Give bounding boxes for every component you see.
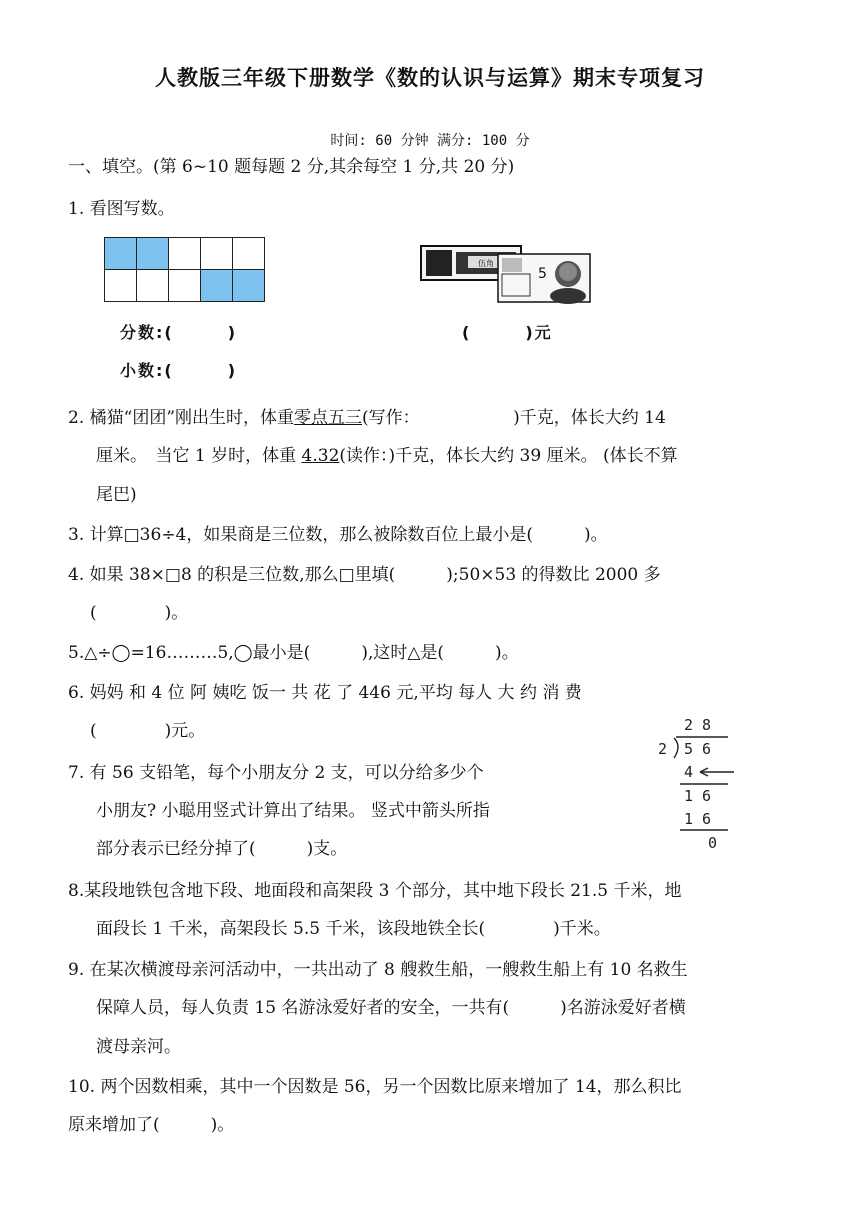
question-9-line1: 9. 在某次横渡母亲河活动中，一共出动了 8 艘救生船，一艘救生船上有 10 名救生 [68,960,688,980]
division-dividend: 5 6 [684,740,712,758]
decimal-answer: 小数:( ) [120,361,238,380]
fraction-answer: 分数:( ) [120,323,238,342]
question-10-line2: 原来增加了( )。 [68,1115,235,1135]
banknote-picture [420,244,592,311]
grid-cell [105,270,137,302]
question-5: 5.△÷◯=16………5,◯最小是( ),这时△是( )。 [68,643,519,663]
page-title: 人教版三年级下册数学《数的认识与运算》期末专项复习 [155,66,705,90]
question-6-line1: 6. 妈妈 和 4 位 阿 姨吃 饭一 共 花 了 446 元,平均 每人 大 约 消 费 [68,683,582,703]
grid-cell-shaded [201,270,233,302]
question-1: 1. 看图写数。 [68,199,175,219]
grid-cell [169,270,201,302]
division-step2: 1 6 [684,787,712,805]
grid-cell [137,270,169,302]
question-6-line2: ( )元。 [90,721,206,741]
division-step3: 1 6 [684,810,712,828]
banknote-5-yuan [498,254,590,304]
division-divisor: 2 [658,740,668,758]
note-1-label: 伍角 [478,259,494,268]
grid-cell-shaded [137,238,169,270]
money-answer: ( )元 [462,323,553,342]
question-8-line2: 面段长 1 千米，高架段长 5.5 千米，该段地铁全长( )千米。 [96,919,611,939]
question-2-line2: 厘米。 当它 1 岁时，体重 4.32(读作：)千克，体长大约 39 厘米。 (体长不算 [96,446,678,466]
question-3: 3. 计算□36÷4，如果商是三位数，那么被除数百位上最小是( )。 [68,525,608,545]
question-9-line3: 渡母亲河。 [96,1037,181,1057]
section-heading: 一、填空。(第 6~10 题每题 2 分,其余每空 1 分,共 20 分) [68,157,515,177]
grid-cell [169,238,201,270]
question-9-line2: 保障人员，每人负责 15 名游泳爱好者的安全，一共有( )名游泳爱好者横 [96,998,686,1018]
question-4-line2: ( )。 [90,603,189,623]
grid-cell [233,238,265,270]
question-8-line1: 8.某段地铁包含地下段、地面段和高架段 3 个部分，其中地下段长 21.5 千米，地 [68,881,682,901]
question-2-line3: 尾巴) [96,485,137,505]
question-7-line1: 7. 有 56 支铅笔，每个小朋友分 2 支，可以分给多少个 [68,763,484,783]
division-remainder: 0 [708,834,718,852]
question-7-line2: 小朋友? 小聪用竖式计算出了结果。 竖式中箭头所指 [96,801,490,821]
division-step1: 4 [684,763,694,781]
fraction-grid [104,237,265,302]
question-4-line1: 4. 如果 38×□8 的积是三位数,那么□里填( );50×53 的得数比 2000 多 [68,565,661,585]
question-7-line3: 部分表示已经分掉了( )支。 [96,839,348,859]
exam-meta: 时间: 60 分钟 满分: 100 分 [330,133,530,149]
grid-cell-shaded [105,238,137,270]
question-10-line1: 10. 两个因数相乘，其中一个因数是 56，另一个因数比原来增加了 14，那么积比 [68,1077,682,1097]
grid-cell-shaded [233,270,265,302]
long-division-figure [652,714,742,864]
division-quotient: 2 8 [684,716,712,734]
question-2-line1: 2. 橘猫“团团”刚出生时，体重零点五三(写作： )千克，体长大约 14 [68,408,666,428]
division-bracket [674,738,678,758]
grid-cell [201,238,233,270]
note-2-label: 5 [538,266,547,282]
